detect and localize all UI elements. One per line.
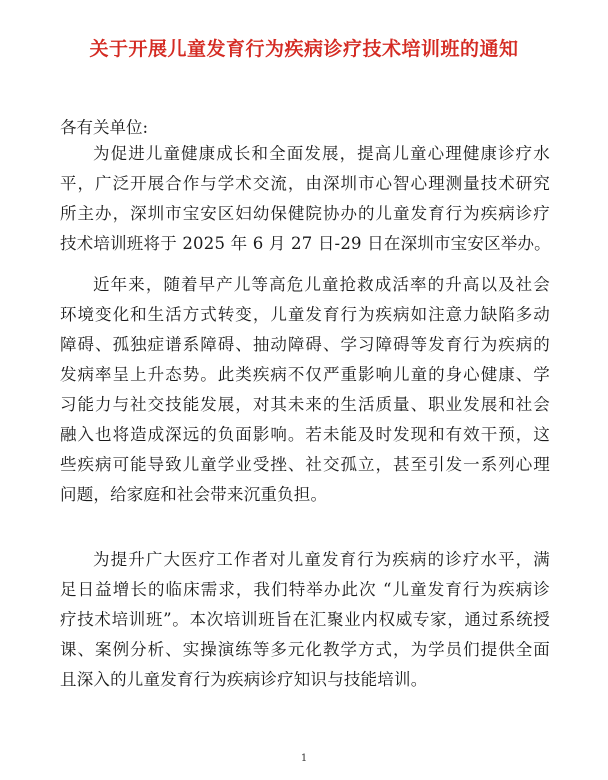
paragraph-line: 问题，给家庭和社会带来沉重负担。 bbox=[60, 485, 328, 504]
paragraph-3 bbox=[60, 545, 550, 695]
paragraph-line: 平，广泛开展合作与学术交流，由深圳市心智心理测量技术研究 bbox=[60, 174, 550, 193]
paragraph-line: 足日益增长的临床需求，我们特举办此次 “儿童发育行为疾病诊 bbox=[60, 580, 550, 599]
paragraph-line: 为促进儿童健康成长和全面发展，提高儿童心理健康诊疗水 bbox=[93, 144, 550, 163]
paragraph-2 bbox=[60, 270, 550, 510]
paragraph-line: 障碍、孤独症谱系障碍、抽动障碍、学习障碍等发育行为疾病的 bbox=[60, 335, 550, 354]
paragraph-line: 疗技术培训班”。本次培训班旨在汇聚业内权威专家，通过系统授 bbox=[60, 610, 550, 629]
paragraph-line: 融入也将造成深远的负面影响。若未能及时发现和有效干预，这 bbox=[60, 425, 550, 444]
paragraph-line: 技术培训班将于 2025 年 6 月 27 日-29 日在深圳市宝安区举办。 bbox=[60, 234, 551, 253]
paragraph-line: 近年来，随着早产儿等高危儿童抢救成活率的升高以及社会 bbox=[93, 275, 550, 294]
page-number: 1 bbox=[300, 753, 308, 764]
paragraph-line: 为提升广大医疗工作者对儿童发育行为疾病的诊疗水平，满 bbox=[93, 550, 550, 569]
paragraph-line: 发病率呈上升态势。此类疾病不仅严重影响儿童的身心健康、学 bbox=[60, 365, 550, 384]
document-title: 关于开展儿童发育行为疾病诊疗技术培训班的通知 bbox=[89, 38, 519, 60]
paragraph-line: 习能力与社交技能发展，对其未来的生活质量、职业发展和社会 bbox=[60, 395, 550, 414]
salutation: 各有关单位: bbox=[60, 118, 149, 137]
paragraph-1 bbox=[60, 139, 550, 259]
paragraph-line: 环境变化和生活方式转变，儿童发育行为疾病如注意力缺陷多动 bbox=[60, 305, 550, 324]
paragraph-line: 些疾病可能导致儿童学业受挫、社交孤立，甚至引发一系列心理 bbox=[60, 455, 550, 474]
paragraph-line: 课、案例分析、实操演练等多元化教学方式，为学员们提供全面 bbox=[60, 640, 550, 659]
paragraph-line: 且深入的儿童发育行为疾病诊疗知识与技能培训。 bbox=[60, 670, 428, 689]
paragraph-line: 所主办，深圳市宝安区妇幼保健院协办的儿童发育行为疾病诊疗 bbox=[60, 204, 550, 223]
